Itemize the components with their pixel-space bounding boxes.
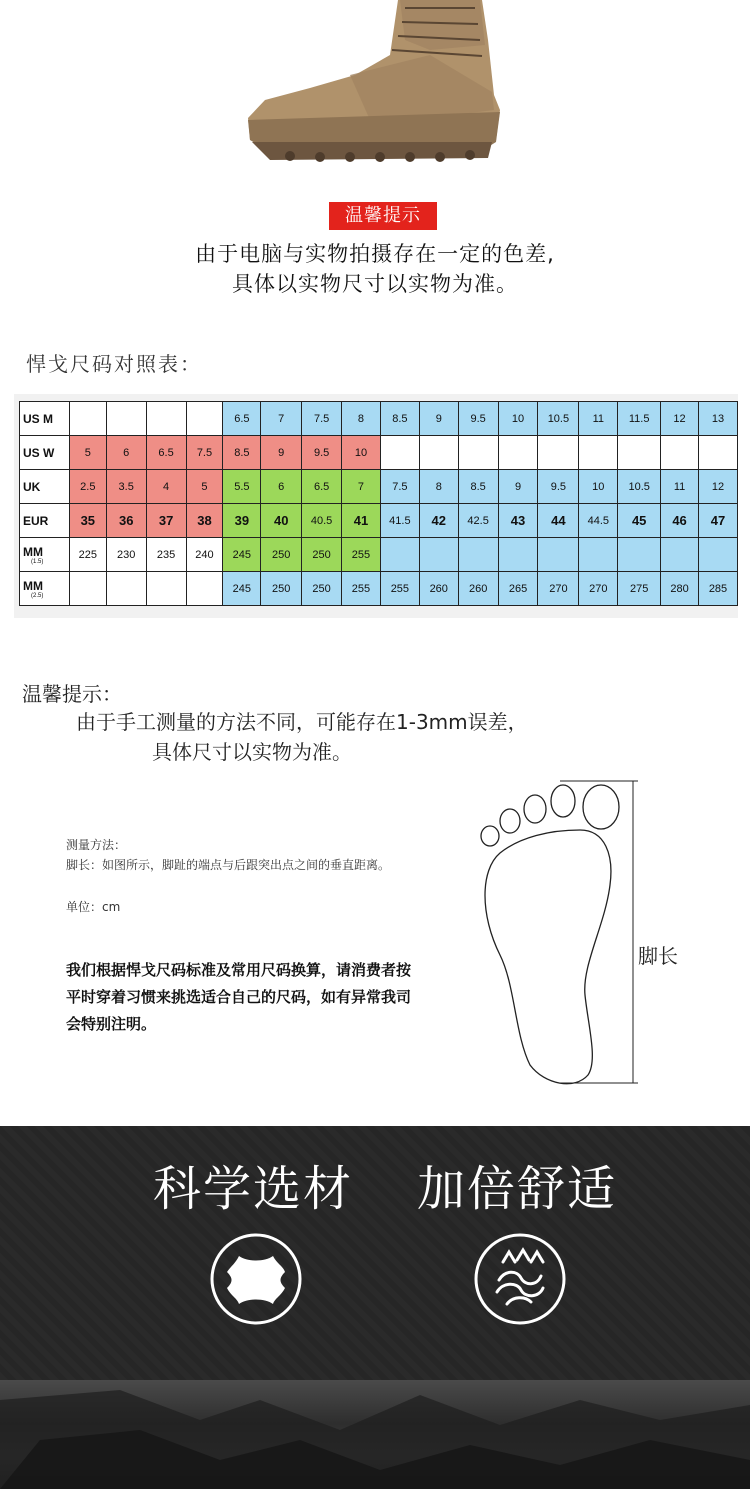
size-cell: 8.5: [223, 436, 261, 470]
size-cell: 6: [261, 470, 302, 504]
size-cell: 9: [419, 402, 458, 436]
size-row-label: [20, 538, 70, 572]
size-cell: 8: [342, 402, 381, 436]
size-cell: 38: [186, 504, 223, 538]
size-row: [20, 402, 738, 436]
leather-icon: [209, 1232, 303, 1326]
measure-tip-line-1: 由于手工测量的方法不同，可能存在1-3mm误差，: [76, 710, 528, 734]
boot-product-image: [230, 0, 520, 175]
size-chart-container: [14, 394, 738, 618]
size-cell: 41: [342, 504, 381, 538]
size-cell: 45: [618, 504, 661, 538]
size-cell: [618, 538, 661, 572]
size-cell: [69, 402, 106, 436]
size-cell: 3.5: [106, 470, 146, 504]
size-row-label-text: MM: [23, 578, 43, 593]
size-cell: 5: [186, 470, 223, 504]
size-cell: 8.5: [380, 402, 419, 436]
size-cell: 11: [661, 470, 699, 504]
size-cell: 11.5: [618, 402, 661, 436]
size-row: [20, 470, 738, 504]
size-cell: 7: [342, 470, 381, 504]
foot-outline-icon: [470, 775, 690, 1090]
size-cell: [380, 538, 419, 572]
size-cell: 10: [579, 470, 618, 504]
size-cell: [538, 436, 579, 470]
size-row-label: [20, 436, 70, 470]
size-cell: 13: [699, 402, 738, 436]
size-cell: 4: [146, 470, 186, 504]
size-row-label: [20, 470, 70, 504]
size-cell: 9: [498, 470, 538, 504]
size-chart-title: 悍戈尺码对照表：: [26, 352, 202, 376]
size-cell: 10.5: [618, 470, 661, 504]
size-row: [20, 572, 738, 606]
size-cell: 46: [661, 504, 699, 538]
size-cell: [661, 538, 699, 572]
size-row: [20, 504, 738, 538]
size-cell: 240: [186, 538, 223, 572]
size-cell: [106, 572, 146, 606]
size-cell: [186, 402, 223, 436]
size-cell: 260: [458, 572, 498, 606]
size-cell: [579, 538, 618, 572]
size-cell: 9.5: [458, 402, 498, 436]
size-cell: 35: [69, 504, 106, 538]
size-cell: 5: [69, 436, 106, 470]
comfort-airflow-icon: [473, 1232, 567, 1326]
size-cell: 7: [261, 402, 302, 436]
feature-band: [0, 1126, 750, 1380]
size-cell: 255: [342, 538, 381, 572]
size-cell: [419, 538, 458, 572]
size-row-sublabel: (2.5): [31, 592, 44, 599]
size-cell: 41.5: [380, 504, 419, 538]
measure-tip-title: 温馨提示：: [22, 682, 122, 706]
size-cell: 245: [223, 538, 261, 572]
size-cell: [69, 572, 106, 606]
size-cell: 6.5: [302, 470, 342, 504]
size-cell: 2.5: [69, 470, 106, 504]
size-cell: [579, 436, 618, 470]
size-cell: [106, 402, 146, 436]
measure-tip-line-2: 具体尺寸以实物为准。: [152, 740, 352, 764]
size-cell: 230: [106, 538, 146, 572]
size-cell: [661, 436, 699, 470]
size-cell: 250: [261, 538, 302, 572]
size-row-label: [20, 572, 70, 606]
feature-heading-materials: 科学选材: [153, 1161, 354, 1217]
size-cell: 42.5: [458, 504, 498, 538]
size-cell: 36: [106, 504, 146, 538]
size-chart-table: [19, 401, 738, 606]
size-row-label-text: EUR: [23, 513, 49, 528]
size-cell: 260: [419, 572, 458, 606]
foot-length-label: 脚长: [638, 944, 678, 968]
size-cell: 10.5: [538, 402, 579, 436]
size-cell: 280: [661, 572, 699, 606]
size-cell: 6.5: [146, 436, 186, 470]
size-cell: 10: [498, 402, 538, 436]
size-row-label: [20, 504, 70, 538]
size-notice: 我们根据悍戈尺码标准及常用尺码换算，请消费者按平时穿着习惯来挑选适合自己的尺码，如有异常我司会特别注明。: [66, 961, 412, 1033]
feature-heading-comfort: 加倍舒适: [417, 1161, 618, 1217]
size-cell: [498, 538, 538, 572]
size-row-sublabel: (1.5): [31, 558, 44, 565]
tip-line-1: 由于电脑与实物拍摄存在一定的色差,: [195, 242, 555, 266]
size-cell: [458, 436, 498, 470]
size-cell: 12: [661, 402, 699, 436]
size-cell: 225: [69, 538, 106, 572]
method-description: 脚长：如图所示，脚趾的端点与后跟突出点之间的垂直距离。: [66, 858, 391, 872]
size-cell: 44: [538, 504, 579, 538]
size-cell: 7.5: [302, 402, 342, 436]
size-cell: 7.5: [380, 470, 419, 504]
size-cell: 9.5: [538, 470, 579, 504]
size-cell: 11: [579, 402, 618, 436]
size-cell: 255: [342, 572, 381, 606]
size-cell: 270: [579, 572, 618, 606]
size-cell: 8: [419, 470, 458, 504]
tip-line-2: 具体以实物尺寸以实物为准。: [232, 272, 518, 296]
size-cell: [538, 538, 579, 572]
size-cell: 44.5: [579, 504, 618, 538]
size-cell: 265: [498, 572, 538, 606]
size-cell: [146, 402, 186, 436]
size-cell: 285: [699, 572, 738, 606]
size-cell: 235: [146, 538, 186, 572]
size-cell: 10: [342, 436, 381, 470]
size-cell: 6.5: [223, 402, 261, 436]
size-row-label-text: US M: [23, 411, 53, 426]
measure-unit: 单位：cm: [66, 900, 121, 914]
method-title: 测量方法：: [66, 838, 127, 852]
size-cell: [186, 572, 223, 606]
size-row-label-text: UK: [23, 479, 41, 494]
size-cell: [699, 538, 738, 572]
size-cell: 275: [618, 572, 661, 606]
size-row-label-text: MM: [23, 544, 43, 559]
size-cell: 255: [380, 572, 419, 606]
size-row-label-text: US W: [23, 445, 55, 460]
size-cell: 250: [261, 572, 302, 606]
size-cell: [380, 436, 419, 470]
size-cell: 47: [699, 504, 738, 538]
size-cell: 245: [223, 572, 261, 606]
size-cell: 12: [699, 470, 738, 504]
size-cell: 37: [146, 504, 186, 538]
size-cell: 7.5: [186, 436, 223, 470]
size-cell: [618, 436, 661, 470]
size-cell: 39: [223, 504, 261, 538]
size-cell: 8.5: [458, 470, 498, 504]
size-cell: 270: [538, 572, 579, 606]
size-cell: [699, 436, 738, 470]
size-cell: [419, 436, 458, 470]
size-cell: 40: [261, 504, 302, 538]
size-cell: 250: [302, 572, 342, 606]
size-row: [20, 538, 738, 572]
size-cell: 9.5: [302, 436, 342, 470]
size-cell: [146, 572, 186, 606]
size-cell: [458, 538, 498, 572]
size-cell: 42: [419, 504, 458, 538]
warm-tip-badge: 温馨提示: [329, 202, 437, 230]
size-row-label: [20, 402, 70, 436]
size-cell: 6: [106, 436, 146, 470]
size-cell: 9: [261, 436, 302, 470]
bottom-product-photo: [0, 1380, 750, 1489]
size-cell: 250: [302, 538, 342, 572]
size-row: [20, 436, 738, 470]
size-cell: 5.5: [223, 470, 261, 504]
size-cell: 40.5: [302, 504, 342, 538]
size-cell: 43: [498, 504, 538, 538]
size-cell: [498, 436, 538, 470]
